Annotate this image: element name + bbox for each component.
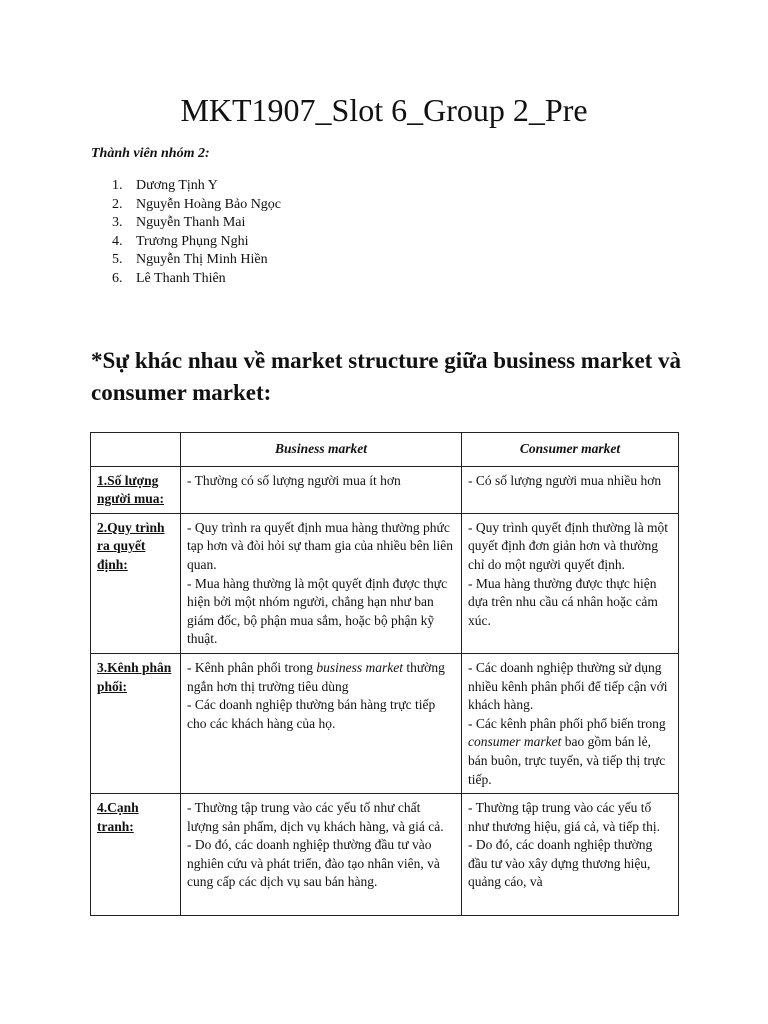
- member-item: [112, 251, 281, 270]
- table-header-row: [91, 433, 679, 467]
- cell-paragraph: - Do đó, các doanh nghiệp thường đầu tư vào xây dựng thương hiệu, quảng cáo, và: [468, 837, 653, 890]
- member-item: [112, 214, 281, 233]
- member-number: 4.: [112, 233, 123, 249]
- table-row: [91, 794, 679, 916]
- cell-text: - Các kênh phân phối phổ biến trong: [468, 715, 666, 731]
- row-label: 3.Kênh phân phối:: [97, 659, 172, 694]
- cell-paragraph: - Thường có số lượng người mua ít hơn: [187, 472, 401, 488]
- header-consumer-market: Consumer market: [462, 433, 679, 467]
- cell-paragraph: - Mua hàng thường được thực hiện dựa trên nhu cầu cá nhân hoặc cảm xúc.: [468, 575, 658, 628]
- member-name: Lê Thanh Thiên: [136, 270, 226, 286]
- member-number: 3.: [112, 215, 123, 230]
- business-market-cell: [181, 794, 462, 916]
- table-row: [91, 466, 679, 513]
- cell-paragraph: - Mua hàng thường là một quyết định được thực hiện bởi một nhóm người, chẳng hạn như ban giám đốc, bộ phận mua sắm, hoặc bộ phận kỹ thuật.: [187, 575, 448, 647]
- cell-paragraph: - Các doanh nghiệp thường bán hàng trực tiếp cho các khách hàng của họ.: [187, 697, 436, 731]
- members-list: [112, 177, 281, 288]
- section-heading: *Sự khác nhau về market structure giữa business market và consumer market:: [91, 348, 682, 405]
- consumer-market-cell: [462, 513, 679, 653]
- row-label: 1.Số lượng người mua:: [97, 472, 164, 507]
- member-name: Dương Tịnh Y: [136, 178, 218, 193]
- consumer-market-cell: [462, 794, 679, 916]
- comparison-table: [90, 432, 679, 916]
- row-label: 2.Quy trình ra quyết định:: [97, 519, 165, 572]
- consumer-market-cell: [462, 466, 679, 513]
- member-item: [112, 233, 281, 252]
- row-label: 4.Cạnh tranh:: [97, 800, 139, 834]
- member-number: 5.: [112, 252, 123, 267]
- cell-paragraph: - Các doanh nghiệp thường sử dụng nhiều kênh phân phối để tiếp cận với khách hàng.: [468, 659, 668, 713]
- member-item: [112, 177, 281, 196]
- members-label: Thành viên nhóm 2:: [91, 146, 210, 161]
- cell-italic-term: business market: [316, 659, 403, 675]
- business-market-cell: [181, 466, 462, 513]
- cell-paragraph: [187, 659, 455, 696]
- cell-paragraph: - Thường tập trung vào các yếu tố như chất lượng sản phẩm, dịch vụ khách hàng, và giá cả.: [187, 800, 444, 834]
- table-row: [91, 653, 679, 793]
- member-item: [112, 196, 281, 215]
- row-label-cell: [91, 466, 181, 513]
- cell-paragraph: - Do đó, các doanh nghiệp thường đầu tư vào nghiên cứu và phát triển, đào tạo nhân viên, và cung cấp các dịch vụ sau bán hàng.: [187, 837, 440, 890]
- member-name: Nguyễn Hoàng Bảo Ngọc: [136, 196, 282, 212]
- row-label-cell: [91, 513, 181, 653]
- member-name: Nguyễn Thị Minh Hiền: [136, 252, 268, 267]
- member-number: 1.: [112, 178, 123, 193]
- header-business-market: Business market: [181, 433, 462, 467]
- document-title: MKT1907_Slot 6_Group 2_Pre: [180, 92, 588, 128]
- row-label-cell: [91, 653, 181, 793]
- cell-italic-term: consumer market: [468, 734, 562, 750]
- business-market-cell: [181, 653, 462, 793]
- cell-text: - Kênh phân phối trong: [187, 659, 317, 675]
- member-name: Trương Phụng Nghi: [136, 233, 249, 249]
- cell-paragraph: - Thường tập trung vào các yếu tố như thương hiệu, giá cả, và tiếp thị.: [468, 800, 660, 834]
- cell-paragraph: - Quy trình quyết định thường là một quyết định đơn giản hơn và thường chỉ do một người quyết định.: [468, 519, 669, 572]
- member-number: 6.: [112, 270, 123, 286]
- cell-paragraph: - Có số lượng người mua nhiều hơn: [468, 472, 662, 488]
- cell-paragraph: [468, 715, 672, 789]
- consumer-market-cell: [462, 653, 679, 793]
- cell-paragraph: - Quy trình ra quyết định mua hàng thường phức tạp hơn và đòi hỏi sự tham gia của nhiều bên liên quan.: [187, 519, 454, 572]
- member-name: Nguyễn Thanh Mai: [136, 215, 246, 230]
- row-label-cell: [91, 794, 181, 916]
- cell-text: bao gồm bán lẻ, bán buôn, trực tuyến, và tiếp thị trực tiếp.: [468, 734, 666, 787]
- table-row: [91, 513, 679, 653]
- business-market-cell: [181, 513, 462, 653]
- member-number: 2.: [112, 196, 123, 212]
- cell-text: thường ngắn hơn thị trường tiêu dùng: [187, 659, 445, 694]
- member-item: [112, 270, 281, 289]
- header-empty: [91, 433, 181, 467]
